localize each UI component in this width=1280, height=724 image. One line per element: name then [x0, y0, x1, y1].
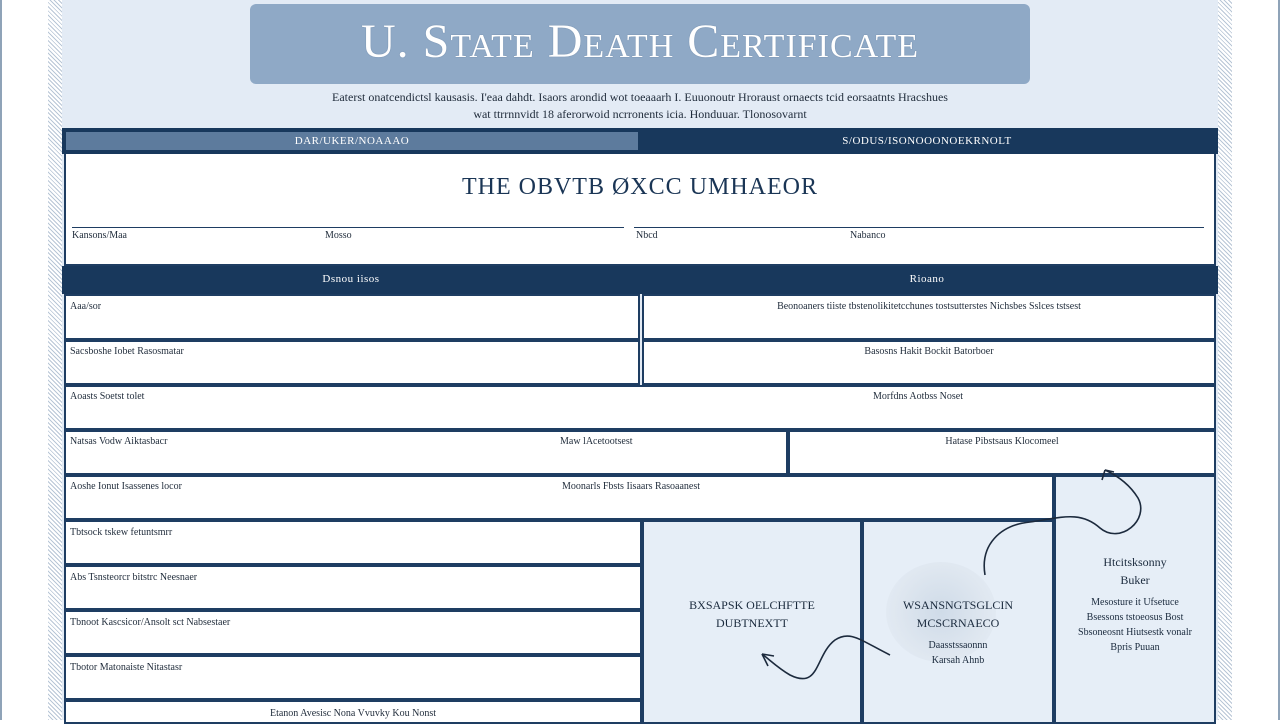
subtitle-line-2: wat ttrrnnvidt 18 aferorwoid ncrronents icia. Honduuar. Tlonosovarnt	[473, 107, 807, 121]
header-bar-left-label: DAR/UKER/NOAAAO	[294, 135, 410, 147]
header-bar-right-label: S/ODUS/ISONOOONOEKRNOLT	[842, 135, 1012, 147]
certifier-box-line1: BXSAPSK OELCHFTTE	[689, 598, 815, 612]
row1-left-label: Aaa/sor	[70, 301, 102, 312]
row3-right-label: Morfdns Aotbss Noset	[873, 391, 964, 402]
row6-label: Tbtsock tskew fetuntsmrr	[70, 527, 173, 538]
row4-right-label: Hatase Pibstsaus Klocomeel	[945, 436, 1059, 447]
registrar-line3: Mesosture it Ufsetuce	[1091, 597, 1179, 608]
row1-right-label: Beonoaners tiiste tbstenolikitetcchunes tostsutterstes Nichsbes Sslces tstsest	[777, 301, 1081, 312]
registrar-line1: Htcitsksonny	[1103, 555, 1167, 569]
row8-label: Tbnoot Kascsicor/Ansolt sct Nabsestaer	[70, 617, 231, 628]
subtitle-line-1: Eaterst onatcendictsl kausasis. I'eaa dahdt. Isaors arondid wot toeaaarh I. Euuonoutr Hroraust ornaects tcid eorsaatnts Hracshues	[332, 90, 948, 104]
row7-label: Abs Tsnsteorcr bitstrc Neesnaer	[70, 572, 198, 583]
arrow-to-registrar	[984, 470, 1141, 575]
header-bar-middle-left-label: Dsnou iisos	[322, 273, 380, 285]
registrar-line2: Buker	[1120, 573, 1150, 587]
registrar-line6: Bpris Puuan	[1110, 642, 1160, 653]
seal-line3: Daasstssaonnn	[928, 640, 988, 651]
certifier-box-line2: DUBTNEXTT	[716, 616, 788, 630]
field-label-1: Kansons/Maa	[72, 230, 127, 241]
row5-right-label: Moonarls Fbsts Iisaars Rasoaanest	[562, 481, 701, 492]
row3-left-label: Aoasts Soetst tolet	[70, 391, 145, 402]
row4-mid-label: Maw lAcetootsest	[560, 436, 633, 447]
seal-line4: Karsah Ahnb	[931, 655, 985, 666]
section-title: THE OBVTB ØXCC UMHAEOR	[461, 174, 818, 200]
page-title: U. State Death Certificate	[360, 15, 919, 68]
field-label-2: Mosso	[325, 230, 352, 241]
arrow-to-certifier	[762, 636, 890, 679]
seal-line2: MCSCRNAECO	[916, 616, 1000, 630]
row9-label: Tbotor Matonaiste Nitastasr	[70, 662, 183, 673]
row4-left-label: Natsas Vodw Aiktasbacr	[70, 436, 168, 447]
registrar-line5: Sbsoneosnt Hiutsestk vonalr	[1078, 627, 1192, 638]
field-label-4: Nabanco	[850, 230, 886, 241]
row2-right-label: Basosns Hakit Bockit Batorboer	[864, 346, 994, 357]
field-label-3: Nbcd	[636, 230, 658, 241]
seal-line1: WSANSNGTSGLCIN	[902, 598, 1013, 612]
row2-left-label: Sacsboshe Iobet Rasosmatar	[70, 346, 184, 357]
row10-label: Etanon Avesisc Nona Vvuvky Kou Nonst	[269, 708, 436, 719]
header-bar-middle-right-label: Rioano	[909, 273, 945, 285]
registrar-line4: Bsessons tstoeosus Bost	[1086, 612, 1184, 623]
row5-left-label: Aoshe Ionut Isassenes locor	[70, 481, 182, 492]
